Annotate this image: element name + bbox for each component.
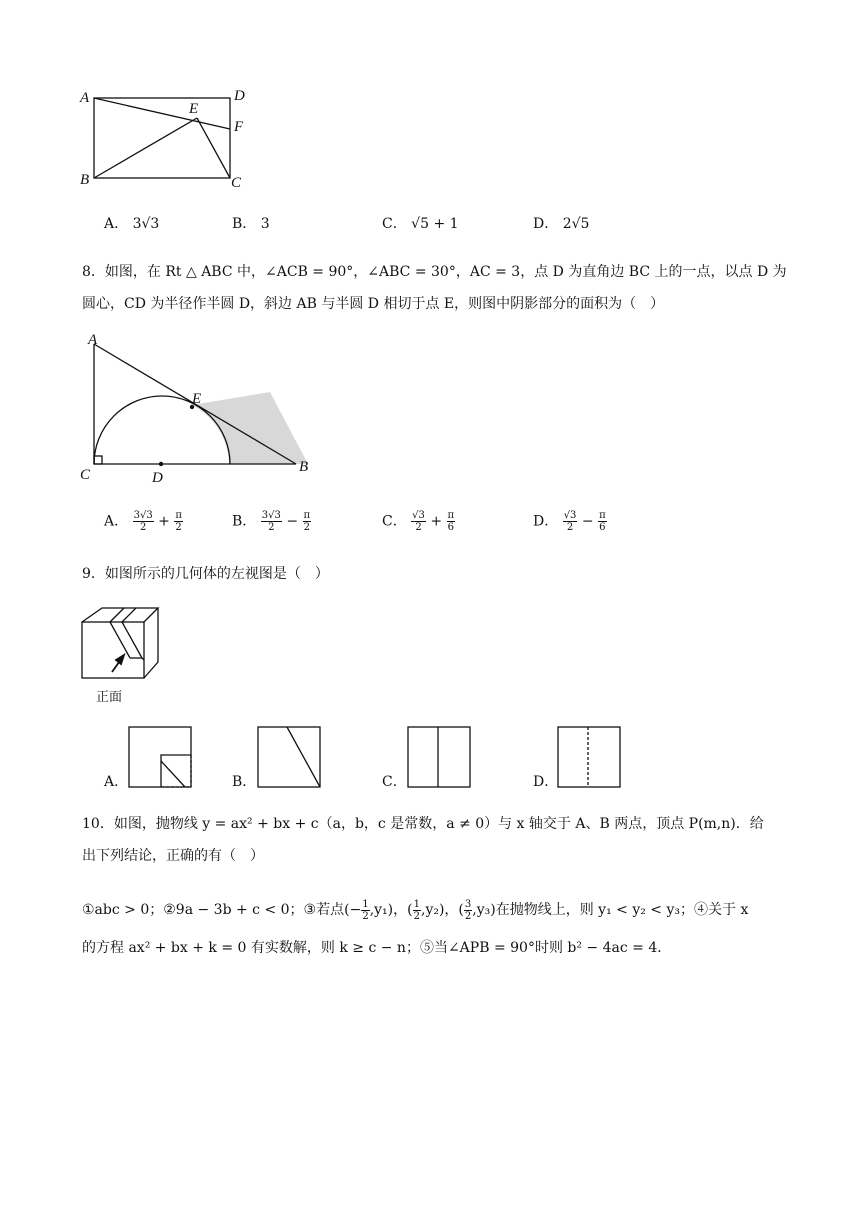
q8-option-a-den2: 2 bbox=[175, 522, 182, 533]
q10-p2-y: y₂ bbox=[425, 902, 439, 918]
q8-label-a: A bbox=[88, 332, 98, 348]
q10-line3-start: ①abc > 0；②9a − 3b + c < 0；③若点 bbox=[82, 902, 345, 918]
q8-option-d-den1: 2 bbox=[566, 522, 574, 533]
q10-p1-y: y₁ bbox=[374, 902, 388, 918]
q7-label-e: E bbox=[189, 101, 199, 117]
q10-line3-end: 在抛物线上，则 y₁ < y₂ < y₃；④关于 x bbox=[495, 902, 749, 918]
q7-option-b-value: 3 bbox=[260, 216, 270, 232]
q7-label-f: F bbox=[234, 119, 244, 135]
q10-p3-den: 2 bbox=[464, 910, 472, 922]
q10-p2-den: 2 bbox=[413, 910, 420, 922]
q10-p1-num: 1 bbox=[362, 898, 369, 910]
q8-label-b: B bbox=[299, 459, 309, 475]
q8-option-a[interactable] bbox=[104, 510, 183, 533]
q7-option-d-letter: D． bbox=[533, 216, 559, 232]
q8-option-b[interactable] bbox=[232, 510, 311, 533]
q7-option-a-letter: A． bbox=[104, 216, 129, 232]
q9-option-a-view[interactable] bbox=[128, 726, 192, 788]
q7-rectangle-figure bbox=[78, 84, 258, 194]
q8-option-b-op: − bbox=[286, 513, 299, 530]
q8-option-a-op: + bbox=[158, 513, 170, 530]
q7-label-c: C bbox=[231, 175, 242, 191]
q8-question-line1: 8．如图，在 Rt △ ABC 中，∠ACB = 90°，∠ABC = 30°，AC = 3，点 D 为直角边 BC 上的一点，以点 D 为 bbox=[82, 264, 787, 280]
q8-option-d[interactable] bbox=[533, 510, 607, 533]
q8-option-b-letter: B． bbox=[232, 513, 257, 530]
q9-option-d-letter[interactable]: D． bbox=[533, 774, 559, 790]
q9-option-a-letter[interactable]: A． bbox=[104, 774, 129, 790]
q8-option-a-num2: π bbox=[175, 510, 182, 521]
q7-label-d: D bbox=[234, 88, 245, 104]
q7-option-a[interactable] bbox=[104, 214, 159, 234]
q8-option-c-num2: π bbox=[447, 510, 455, 521]
q8-option-c[interactable] bbox=[382, 510, 455, 533]
q8-option-d-num2: π bbox=[599, 510, 606, 521]
q9-solid-figure bbox=[78, 600, 168, 690]
q10-p2-num: 1 bbox=[413, 898, 420, 910]
q7-label-b: B bbox=[80, 172, 90, 188]
q8-option-c-den2: 6 bbox=[447, 522, 455, 533]
q7-option-c-value: √5 + 1 bbox=[411, 216, 459, 232]
q8-option-d-num1: √3 bbox=[563, 510, 577, 521]
q10-p3-y: y₃ bbox=[476, 902, 491, 918]
q9-option-c-view[interactable] bbox=[407, 726, 471, 788]
q8-option-b-den1: 2 bbox=[268, 522, 275, 533]
q10-p1-den: 2 bbox=[362, 910, 369, 922]
q10-line3: ①abc > 0；②9a − 3b + c < 0；③若点(− $\frac{1}{2}$ ,y₁)，( $\frac{1}{2}$ ,y₂)，( $\frac{3}{2}$ ,y₃)在抛物线上，则 y₁ < y₂ < y₃；④关于 x bbox=[82, 898, 749, 922]
q8-label-c: C bbox=[80, 467, 91, 483]
q9-question: 9．如图所示的几何体的左视图是（ ） bbox=[82, 566, 329, 582]
q8-option-b-den2: 2 bbox=[303, 522, 310, 533]
q8-option-c-num1: √3 bbox=[412, 510, 425, 521]
q9-option-c-letter[interactable]: C． bbox=[382, 774, 407, 790]
q8-option-c-letter: C． bbox=[382, 513, 407, 530]
q10-p1-sign: − bbox=[349, 902, 362, 918]
q7-option-c[interactable] bbox=[382, 214, 459, 234]
q8-option-d-op: − bbox=[581, 513, 594, 530]
q9-option-b-view[interactable] bbox=[257, 726, 321, 788]
q9-front-label: 正面 bbox=[96, 690, 123, 705]
q10-p3-num: 3 bbox=[464, 898, 472, 910]
q8-question-line2: 圆心，CD 为半径作半圆 D，斜边 AB 与半圆 D 相切于点 E，则图中阴影部分的面积为（ ） bbox=[82, 296, 665, 312]
q9-option-b-letter[interactable]: B． bbox=[232, 774, 257, 790]
q8-option-d-den2: 6 bbox=[599, 522, 606, 533]
q8-option-b-num1: 3√3 bbox=[261, 510, 281, 521]
q8-option-a-den1: 2 bbox=[139, 522, 147, 533]
q7-option-d[interactable] bbox=[533, 214, 589, 234]
q8-triangle-figure bbox=[78, 330, 318, 490]
q7-option-a-value: 3√3 bbox=[132, 216, 160, 232]
q8-label-e: E bbox=[192, 391, 202, 407]
q8-label-d: D bbox=[152, 470, 163, 486]
q8-option-a-num1: 3√3 bbox=[133, 510, 153, 521]
q8-option-c-op: + bbox=[430, 513, 443, 530]
q9-option-d-view[interactable] bbox=[557, 726, 621, 788]
q7-option-c-letter: C． bbox=[382, 216, 407, 232]
q8-option-b-num2: π bbox=[303, 510, 311, 521]
q10-question-line1: 10．如图，抛物线 y = ax² + bx + c（a，b，c 是常数，a ≠ 0）与 x 轴交于 A、B 两点，顶点 P(m,n)．给 bbox=[82, 816, 764, 832]
q10-line4: 的方程 ax² + bx + k = 0 有实数解，则 k ≥ c − n；⑤当∠APB = 90°时则 b² − 4ac = 4． bbox=[82, 940, 672, 956]
q7-option-d-value: 2√5 bbox=[562, 216, 590, 232]
q8-option-d-letter: D． bbox=[533, 513, 559, 530]
q10-question-line2: 出下列结论，正确的有（ ） bbox=[82, 848, 264, 864]
q8-option-c-den1: 2 bbox=[415, 522, 422, 533]
q7-label-a: A bbox=[80, 90, 90, 106]
q7-option-b-letter: B． bbox=[232, 216, 257, 232]
q7-option-b[interactable] bbox=[232, 214, 270, 234]
q8-option-a-letter: A． bbox=[104, 513, 129, 530]
